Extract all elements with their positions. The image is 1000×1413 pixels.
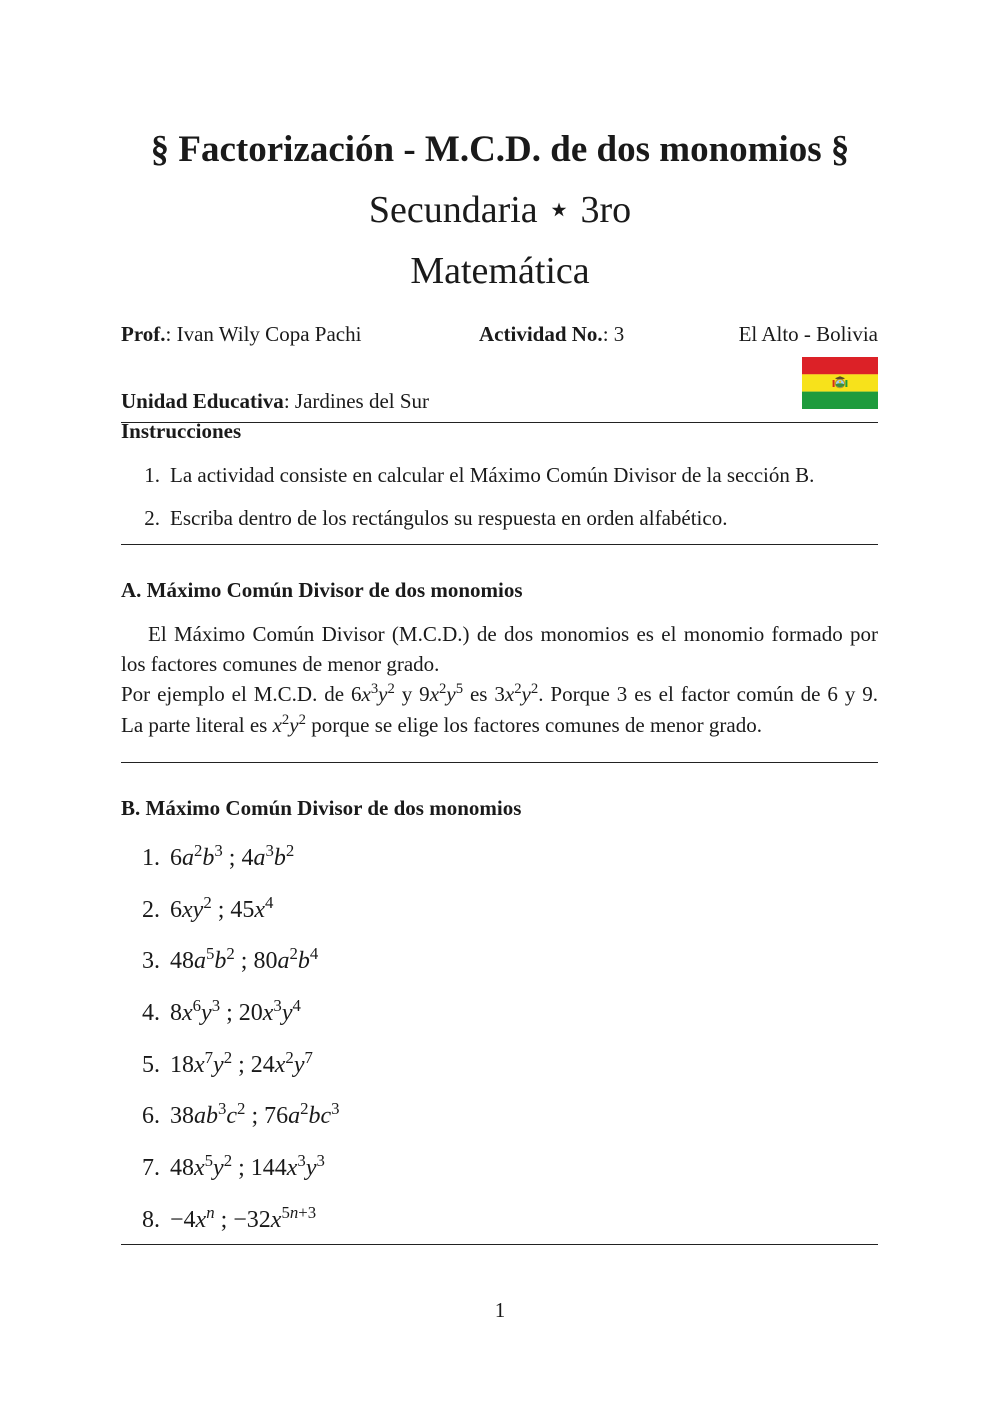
exercise-number: 4. <box>142 1000 160 1026</box>
math-superscript: 2 <box>285 1047 294 1067</box>
math-superscript: 4 <box>265 892 274 912</box>
math-superscript: 3 <box>297 1150 306 1170</box>
math-superscript: 3 <box>370 680 379 697</box>
exercise-number: 8. <box>142 1207 160 1233</box>
math-text: ; 144 <box>232 1155 287 1181</box>
math-superscript: 2 <box>285 840 295 860</box>
math-variable: y <box>521 682 531 706</box>
flag-red-stripe <box>802 357 878 374</box>
math-variable: b <box>202 845 215 871</box>
math-text: y 9 <box>394 682 430 706</box>
math-superscript: 2 <box>203 892 212 912</box>
math-variable: x <box>254 897 266 923</box>
math-superscript: 2 <box>514 680 522 697</box>
math-variable: x <box>272 713 282 737</box>
math-superscript-variable: n <box>206 1202 215 1222</box>
math-variable: y <box>213 1052 224 1078</box>
math-text: . Porque 3 es el factor común de 6 y 9. <box>538 682 879 706</box>
math-variable: x <box>194 1155 205 1181</box>
math-variable: a <box>288 1103 301 1129</box>
math-variable: y <box>213 1155 224 1181</box>
flag-green-stripe <box>802 392 878 409</box>
math-variable: xy <box>182 897 204 923</box>
activity-label: Actividad No. <box>479 322 603 346</box>
math-superscript: 5 <box>206 943 215 963</box>
math-text: La parte literal es <box>121 713 273 737</box>
exercise-expression <box>170 944 318 980</box>
math-variable: c <box>226 1103 238 1129</box>
math-text: ; 80 <box>234 948 278 974</box>
math-superscript: 2 <box>298 711 306 728</box>
math-superscript: 2 <box>300 1098 309 1118</box>
math-superscript: 2 <box>226 943 235 963</box>
math-superscript: 2 <box>281 711 290 728</box>
instructions-heading: Instrucciones <box>121 419 242 443</box>
math-variable: x <box>504 682 515 706</box>
exercise-expression <box>170 1099 340 1135</box>
exercise-expression <box>170 1048 313 1084</box>
math-text: 38 <box>170 1103 194 1129</box>
instruction-number: 2. <box>144 506 160 530</box>
math-superscript: 4 <box>309 943 319 963</box>
location: El Alto - Bolivia <box>738 322 878 346</box>
exercise-number: 5. <box>142 1052 160 1078</box>
math-superscript: 2 <box>387 680 395 697</box>
math-superscript: 2 <box>289 943 298 963</box>
math-variable: ab <box>194 1103 218 1129</box>
math-variable: y <box>281 1000 293 1026</box>
definition-line <box>121 649 439 679</box>
exercise-expression <box>170 841 294 877</box>
math-variable: y <box>378 682 388 706</box>
math-variable: a <box>194 948 206 974</box>
math-text: 48 <box>170 1155 194 1181</box>
math-variable: x <box>286 1155 298 1181</box>
math-variable: x <box>429 682 440 706</box>
exercise-expression <box>170 996 301 1032</box>
exercise-number: 1. <box>142 845 160 871</box>
math-variable: b <box>214 948 227 974</box>
instruction-number: 1. <box>144 463 160 487</box>
math-superscript: 2 <box>439 680 447 697</box>
bolivia-flag <box>802 357 878 409</box>
math-superscript: 5 <box>455 680 464 697</box>
math-text: Por ejemplo el M.C.D. de 6 <box>121 682 362 706</box>
worksheet-title: § Factorización - M.C.D. de dos monomios § <box>150 129 850 170</box>
math-superscript: 7 <box>204 1047 214 1067</box>
exercise-expression <box>170 1151 325 1187</box>
math-superscript: 3 <box>265 840 274 860</box>
divider <box>121 544 878 545</box>
math-superscript: 4 <box>292 995 301 1015</box>
math-variable: x <box>361 682 371 706</box>
math-variable: x <box>182 1000 193 1026</box>
math-superscript: 5 <box>204 1150 214 1170</box>
math-text: ; 4 <box>222 845 254 871</box>
exercise-number: 3. <box>142 948 160 974</box>
math-superscript: 3 <box>211 995 221 1015</box>
math-variable: a <box>277 948 290 974</box>
math-variable: y <box>293 1052 305 1078</box>
math-text: El Máximo Común Divisor (M.C.D.) de dos monomios es el monomio formado por <box>148 622 878 646</box>
divider <box>121 1244 878 1245</box>
math-variable: b <box>273 845 286 871</box>
activity-number: : 3 <box>602 322 625 346</box>
math-text: porque se elige los factores comunes de menor grado. <box>305 713 762 737</box>
activity-info <box>479 319 624 349</box>
math-text: los factores comunes de menor grado. <box>121 652 440 676</box>
math-superscript: 2 <box>530 680 539 697</box>
example-line <box>121 710 762 743</box>
instruction-text: La actividad consiste en calcular el Máximo Común Divisor de la sección B. <box>170 463 815 487</box>
math-variable: x <box>270 1207 282 1233</box>
math-text: −4 <box>170 1207 196 1233</box>
math-superscript: 3 <box>218 1098 227 1118</box>
math-variable: x <box>274 1052 286 1078</box>
math-text: 48 <box>170 948 194 974</box>
teacher-label: Prof. <box>121 322 166 346</box>
math-superscript-variable: n <box>289 1202 299 1222</box>
math-text: es 3 <box>463 682 505 706</box>
math-superscript: 2 <box>223 1047 233 1067</box>
grade-subtitle: Secundaria ⋆ 3ro <box>368 189 632 231</box>
math-text: ; 45 <box>211 897 255 923</box>
math-text: ; 76 <box>245 1103 289 1129</box>
page-number: 1 <box>494 1298 506 1322</box>
school-name: : Jardines del Sur <box>283 389 430 413</box>
exercise-number: 6. <box>142 1103 160 1129</box>
teacher-name: : Ivan Wily Copa Pachi <box>165 322 362 346</box>
math-text: 8 <box>170 1000 182 1026</box>
math-superscript: 6 <box>192 995 202 1015</box>
teacher-info <box>121 319 361 349</box>
subject-title: Matemática <box>410 250 590 292</box>
math-variable: a <box>253 845 266 871</box>
exercise-expression <box>170 1203 316 1239</box>
math-variable: y <box>446 682 456 706</box>
exercise-number: 7. <box>142 1155 160 1181</box>
math-superscript: 2 <box>237 1098 246 1118</box>
math-variable: b <box>297 948 310 974</box>
math-superscript: 7 <box>304 1047 313 1067</box>
school-info <box>121 386 429 416</box>
math-superscript: +3 <box>298 1202 317 1222</box>
math-superscript: 3 <box>331 1098 340 1118</box>
math-text: 6 <box>170 897 182 923</box>
definition-line <box>148 619 878 649</box>
math-superscript: 2 <box>194 840 203 860</box>
math-superscript: 3 <box>273 995 282 1015</box>
math-variable: x <box>195 1207 207 1233</box>
divider <box>121 762 878 763</box>
math-variable: y <box>305 1155 317 1181</box>
example-line <box>121 679 878 712</box>
instruction-text: Escriba dentro de los rectángulos su respuesta en orden alfabético. <box>170 506 728 530</box>
math-variable: y <box>201 1000 212 1026</box>
exercise-expression <box>170 893 273 929</box>
math-variable: bc <box>308 1103 332 1129</box>
exercise-number: 2. <box>142 897 160 923</box>
math-text: 6 <box>170 845 182 871</box>
math-superscript: 3 <box>316 1150 325 1170</box>
math-superscript: 5 <box>281 1202 290 1222</box>
math-superscript: 2 <box>223 1150 233 1170</box>
section-b-heading: B. Máximo Común Divisor de dos monomios <box>121 796 522 820</box>
math-text: 18 <box>170 1052 194 1078</box>
math-text: ; 24 <box>232 1052 275 1078</box>
math-variable: x <box>262 1000 274 1026</box>
math-variable: a <box>182 845 194 871</box>
math-variable: x <box>194 1052 205 1078</box>
school-label: Unidad Educativa <box>121 389 284 413</box>
math-text: ; −32 <box>214 1207 271 1233</box>
math-variable: y <box>289 713 299 737</box>
section-a-heading: A. Máximo Común Divisor de dos monomios <box>121 578 523 602</box>
math-superscript: 3 <box>214 840 223 860</box>
math-text: ; 20 <box>220 1000 263 1026</box>
